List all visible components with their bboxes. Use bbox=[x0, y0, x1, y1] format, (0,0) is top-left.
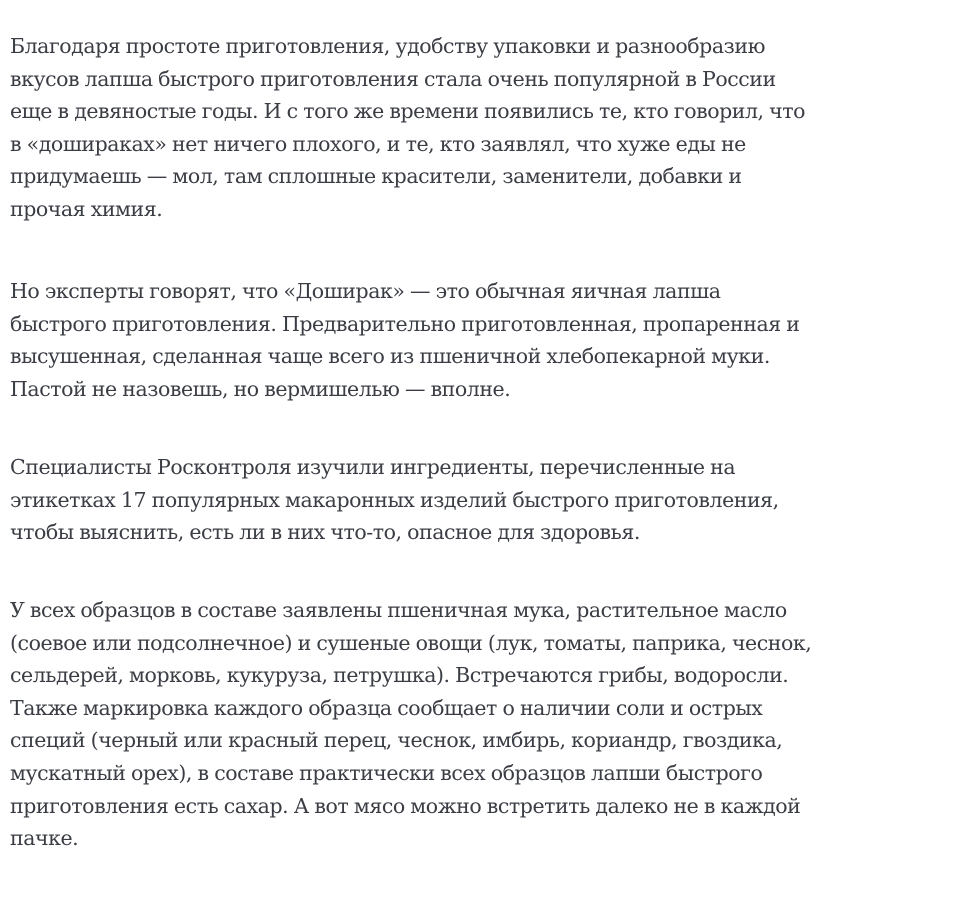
text-line: У всех образцов в составе заявлены пшеничная мука, растительное масло bbox=[10, 598, 787, 622]
text-line: в «дошираках» нет ничего плохого, и те, кто заявлял, что хуже еды не bbox=[10, 131, 746, 156]
text-line: мускатный орех), в составе практически всех образцов лапши быстрого bbox=[10, 760, 763, 785]
text-line: сельдерей, морковь, кукуруза, петрушка). Встречаются грибы, водоросли. bbox=[10, 663, 789, 688]
paragraph-2 bbox=[10, 275, 799, 405]
text-line: приготовления есть сахар. А вот мясо можно встретить далеко не в каждой bbox=[10, 793, 801, 818]
text-line: Также маркировка каждого образца сообщает о наличии соли и острых bbox=[10, 695, 763, 720]
text-line: (соевое или подсолнечное) и сушеные овощи (лук, томаты, паприка, чеснок, bbox=[10, 630, 812, 655]
text-line: высушенная, сделанная чаще всего из пшеничной хлебопекарной муки. bbox=[10, 344, 770, 369]
text-line: этикетках 17 популярных макаронных изделий быстрого приготовления, bbox=[10, 487, 779, 512]
text-line: Но эксперты говорят, что «Доширак» — это обычная яичная лапша bbox=[10, 279, 721, 303]
paragraph-1 bbox=[10, 30, 805, 226]
text-line: чтобы выяснить, есть ли в них что-то, опасное для здоровья. bbox=[10, 520, 640, 545]
text-line: пачке. bbox=[10, 826, 79, 851]
text-line: Специалисты Росконтроля изучили ингредиенты, перечисленные на bbox=[10, 455, 736, 479]
paragraph-4 bbox=[10, 594, 811, 855]
text-line: еще в девяностые годы. И с того же времени появились те, кто говорил, что bbox=[10, 99, 806, 124]
paragraph-3 bbox=[10, 451, 779, 549]
text-line: специй (черный или красный перец, чеснок, имбирь, кориандр, гвоздика, bbox=[10, 728, 783, 753]
text-line: вкусов лапша быстрого приготовления стала очень популярной в России bbox=[10, 66, 776, 91]
text-line: Благодаря простоте приготовления, удобству упаковки и разнообразию bbox=[10, 34, 765, 58]
text-line: придумаешь — мол, там сплошные красители, заменители, добавки и bbox=[10, 164, 742, 189]
text-line: быстрого приготовления. Предварительно приготовленная, пропаренная и bbox=[10, 311, 800, 336]
text-line: Пастой не назовешь, но вермишелью — вполне. bbox=[10, 376, 511, 401]
text-line: прочая химия. bbox=[10, 196, 163, 221]
